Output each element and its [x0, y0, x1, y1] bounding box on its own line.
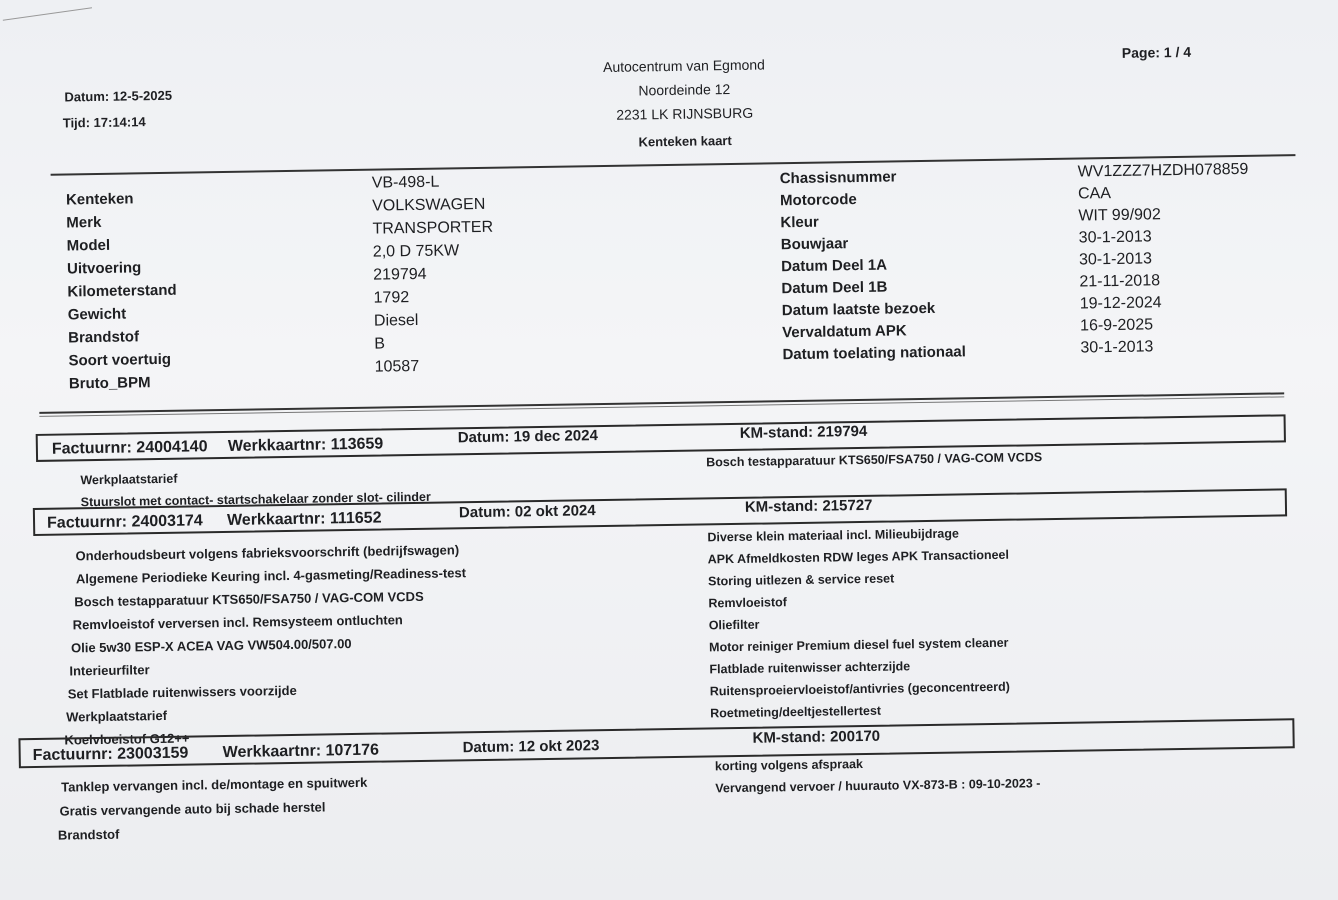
invoice-line-item: APK Afmeldkosten RDW leges APK Transactioneel — [707, 547, 1010, 567]
invoice-date: Datum: 19 dec 2024 — [457, 427, 598, 447]
value-kilometerstand: 219794 — [373, 265, 427, 284]
invoice-line-item: Bosch testapparatuur KTS650/FSA750 / VAG-COM VCDS — [74, 588, 424, 610]
page-number: Page: 1 / 4 — [1121, 43, 1192, 61]
label-datum-deel-1a: Datum Deel 1A — [781, 256, 888, 276]
invoice-line-item: Set Flatblade ruitenwissers voorzijde — [67, 682, 297, 702]
invoice-line-item: Flatblade ruitenwisser achterzijde — [709, 659, 911, 677]
invoice-line-item: Koelvloeistof G12++ — [64, 730, 190, 748]
value-datum-deel-1b: 21-11-2018 — [1079, 272, 1161, 291]
label-model: Model — [66, 236, 111, 255]
invoice-number: Factuurnr: 24004140 — [51, 438, 208, 458]
invoice-line-item: Werkplaatstarief — [66, 707, 168, 725]
vehicle-divider-thin — [39, 396, 1284, 417]
invoice-line-item: Stuurslot met contact- startschakelaar zonder slot- cilinder — [80, 489, 431, 510]
km-stand: KM-stand: 200170 — [752, 727, 881, 747]
value-kenteken: VB-498-L — [371, 173, 440, 192]
invoice-line-item: Olie 5w30 ESP-X ACEA VAG VW504.00/507.00 — [70, 636, 352, 656]
company-name: Autocentrum van Egmond — [602, 56, 766, 76]
invoice-line-item: Onderhoudsbeurt volgens fabrieksvoorschrift (bedrijfswagen) — [75, 542, 460, 564]
value-datum-deel-1a: 30-1-2013 — [1078, 250, 1153, 269]
invoice-line-item: Tanklep vervangen incl. de/montage en spuitwerk — [61, 774, 368, 795]
invoice-line-item: Werkplaatstarief — [80, 471, 178, 488]
invoice-line-item: Bosch testapparatuur KTS650/FSA750 / VAG-COM VCDS — [706, 450, 1043, 470]
label-uitvoering: Uitvoering — [66, 259, 142, 278]
invoice-line-item: Vervangend vervoer / huurauto VX-873-B : 09-10-2023 - — [715, 776, 1041, 796]
invoice-number: Factuurnr: 24003174 — [46, 512, 203, 532]
label-datum-laatste-bezoek: Datum laatste bezoek — [781, 299, 936, 320]
invoice-line-item: Motor reiniger Premium diesel fuel system cleaner — [708, 635, 1009, 655]
invoice-line-item: Gratis vervangende auto bij schade herstel — [59, 799, 326, 819]
value-soort-voertuig: B — [374, 335, 386, 353]
werkkaart-number: Werkkaartnr: 111652 — [226, 509, 382, 529]
label-bouwjaar: Bouwjaar — [780, 235, 849, 254]
value-vervaldatum-apk: 16-9-2025 — [1079, 316, 1154, 335]
invoice-line-item: Interieurfilter — [69, 662, 150, 679]
label-merk: Merk — [66, 213, 102, 232]
value-gewicht: 1792 — [373, 289, 410, 307]
invoice-line-item: korting volgens afspraak — [714, 757, 864, 774]
invoice-line-item: Diverse klein materiaal incl. Milieubijdrage — [707, 526, 959, 545]
label-kenteken: Kenteken — [65, 190, 134, 209]
value-datum-laatste-bezoek: 19-12-2024 — [1079, 294, 1162, 313]
label-kilometerstand: Kilometerstand — [67, 281, 177, 301]
invoice-line-item: Roetmeting/deeltjestellertest — [710, 703, 882, 721]
value-model: TRANSPORTER — [372, 218, 494, 238]
label-bruto-bpm: Bruto_BPM — [68, 374, 151, 393]
km-stand: KM-stand: 219794 — [739, 422, 868, 442]
value-brandstof: Diesel — [373, 311, 419, 330]
invoice-date: Datum: 12 okt 2023 — [462, 737, 600, 757]
invoice-line-item: Ruitensproeiervloeistof/antivries (geconcentreerd) — [709, 679, 1010, 699]
invoice-header-box — [36, 414, 1286, 462]
invoice-line-item: Algemene Periodieke Keuring incl. 4-gasmeting/Readiness-test — [75, 565, 467, 587]
label-vervaldatum-apk: Vervaldatum APK — [782, 322, 907, 342]
invoice-line-item: Remvloeistof verversen incl. Remsysteem ontluchten — [72, 612, 403, 633]
print-date: Datum: 12-5-2025 — [64, 87, 173, 105]
label-gewicht: Gewicht — [67, 305, 127, 324]
value-bruto-bpm: 10587 — [374, 357, 420, 376]
invoice-line-item: Oliefilter — [708, 617, 760, 633]
value-uitvoering: 2,0 D 75KW — [372, 242, 460, 261]
km-stand: KM-stand: 215727 — [744, 496, 873, 516]
label-brandstof: Brandstof — [68, 328, 140, 347]
value-motorcode: CAA — [1077, 185, 1112, 203]
company-city: 2231 LK RIJNSBURG — [616, 104, 754, 123]
print-time: Tijd: 17:14:14 — [62, 114, 146, 131]
label-datum-toelating: Datum toelating nationaal — [782, 343, 966, 364]
invoice-header-box — [18, 718, 1294, 768]
invoice-line-item: Brandstof — [57, 826, 120, 843]
werkkaart-number: Werkkaartnr: 113659 — [227, 435, 384, 455]
label-chassisnummer: Chassisnummer — [779, 168, 897, 188]
invoice-date: Datum: 02 okt 2024 — [458, 502, 596, 522]
value-chassisnummer: WV1ZZZ7HZDH078859 — [1077, 160, 1249, 181]
value-kleur: WIT 99/902 — [1078, 206, 1161, 225]
document-title: Kenteken kaart — [638, 132, 732, 150]
value-merk: VOLKSWAGEN — [371, 195, 486, 215]
invoice-line-item: Storing uitlezen & service reset — [707, 571, 895, 589]
invoice-number: Factuurnr: 23003159 — [32, 744, 189, 765]
company-street: Noordeinde 12 — [638, 81, 731, 99]
label-soort-voertuig: Soort voertuig — [68, 350, 172, 370]
label-datum-deel-1b: Datum Deel 1B — [781, 278, 888, 298]
value-datum-toelating: 30-1-2013 — [1080, 338, 1154, 357]
label-motorcode: Motorcode — [779, 191, 857, 210]
value-bouwjaar: 30-1-2013 — [1078, 228, 1152, 247]
vehicle-divider — [39, 392, 1284, 414]
invoice-line-item: Remvloeistof — [708, 595, 788, 611]
werkkaart-number: Werkkaartnr: 107176 — [222, 741, 380, 762]
label-kleur: Kleur — [780, 213, 819, 232]
